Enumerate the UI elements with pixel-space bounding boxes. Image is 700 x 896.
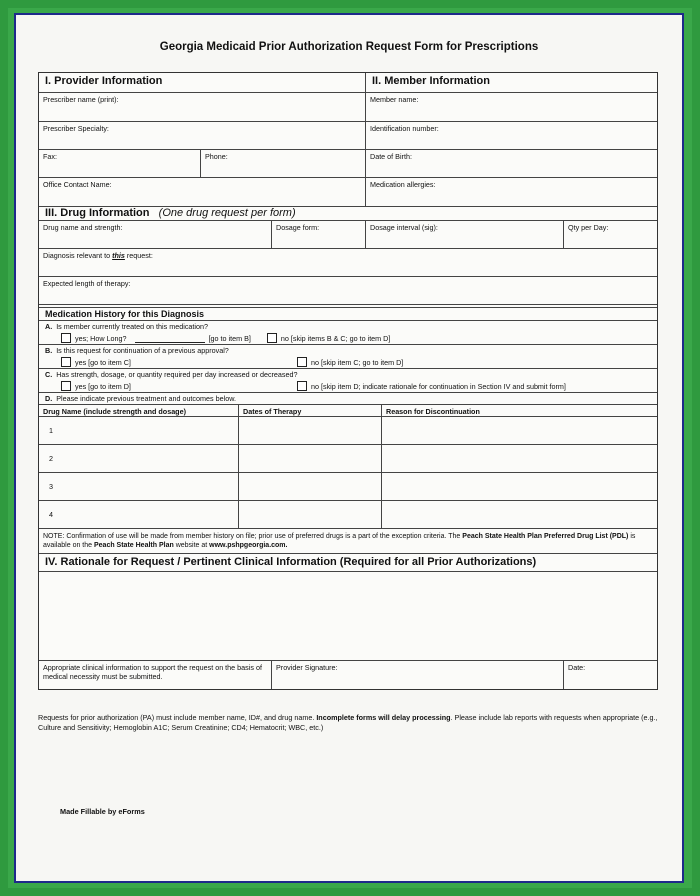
made-fillable-label: Made Fillable by eForms (60, 807, 145, 816)
question-a-label: Is member currently treated on this medication? (56, 322, 208, 331)
qa-yes-option[interactable] (61, 333, 127, 343)
provider-signature-field[interactable]: Provider Signature: (272, 661, 564, 689)
question-d-letter: D. (45, 394, 53, 403)
note-pdl: Peach State Health Plan Preferred Drug List (PDL) (462, 533, 629, 540)
qa-yes-label: yes; How Long? (75, 333, 127, 343)
table-row (39, 445, 657, 473)
reason-cell[interactable] (382, 501, 657, 528)
table-row (39, 473, 657, 501)
col-dates: Dates of Therapy (239, 405, 382, 416)
drug-info-title: III. Drug Information (45, 207, 150, 219)
question-c (39, 369, 657, 393)
length-of-therapy-field[interactable]: Expected length of therapy: (43, 279, 131, 288)
date-field[interactable]: Date: (568, 663, 586, 672)
dosage-form-field[interactable]: Dosage form: (272, 221, 366, 248)
pdl-note (39, 529, 657, 554)
form-row (39, 122, 657, 150)
footer-text-1: Requests for prior authorization (PA) must include member name, ID#, and drug name. (38, 713, 317, 722)
qa-no-label: no [skip items B & C; go to item D] (280, 333, 391, 343)
rationale-text-area[interactable] (39, 572, 657, 661)
checkbox[interactable] (267, 333, 277, 343)
prescriber-name-field[interactable]: Prescriber name (print): (39, 93, 366, 121)
drug-info-header-row (39, 207, 657, 221)
note-text-2: is available on the (43, 533, 636, 549)
table-row (39, 501, 657, 529)
question-c-text (39, 369, 657, 380)
note-website[interactable]: www.pshpgeorgia.com. (209, 542, 288, 549)
question-c-label: Has strength, dosage, or quantity required per day increased or decreased? (56, 370, 298, 379)
form-page (16, 15, 682, 881)
office-contact-field[interactable]: Office Contact Name: (39, 178, 366, 206)
history-table-header (39, 405, 657, 417)
section-header-row (39, 73, 657, 93)
question-b-text (39, 345, 657, 356)
id-number-field[interactable]: Identification number: (370, 124, 439, 133)
question-d-text (39, 393, 657, 405)
checkbox[interactable] (297, 357, 307, 367)
row-number[interactable]: 3 (39, 473, 239, 500)
form-row (39, 221, 657, 249)
question-a (39, 321, 657, 345)
qc-no-label: no [skip item D; indicate rationale for continuation in Section IV and submit form] (311, 381, 566, 391)
rationale-heading: IV. Rationale for Request / Pertinent Clinical Information (Required for all Prior Authorizations) (39, 554, 657, 572)
row-number[interactable]: 1 (39, 417, 239, 444)
row-number[interactable]: 4 (39, 501, 239, 528)
dates-cell[interactable] (239, 445, 382, 472)
drug-info-heading (39, 207, 657, 220)
question-b-options (39, 356, 657, 368)
qc-yes-option[interactable] (61, 381, 289, 391)
diagnosis-label-pre: Diagnosis relevant to (43, 251, 113, 260)
qc-no-option[interactable] (297, 381, 566, 391)
phone-field[interactable]: Phone: (201, 150, 366, 177)
how-long-input[interactable] (135, 334, 205, 343)
note-plan: Peach State Health Plan (93, 542, 174, 549)
reason-cell[interactable] (382, 417, 657, 444)
allergies-field[interactable]: Medication allergies: (370, 180, 436, 189)
form-row (39, 178, 657, 207)
table-row (39, 417, 657, 445)
question-c-letter: C. (45, 370, 53, 379)
footer-instructions (38, 713, 658, 733)
checkbox[interactable] (297, 381, 307, 391)
qa-yes-goto: [go to item B] (208, 333, 251, 343)
qa-no-option[interactable] (267, 333, 390, 343)
prescriber-specialty-field[interactable]: Prescriber Specialty: (39, 122, 366, 149)
clinical-info-note: Appropriate clinical information to support the request on the basis of medical necessity must be submitted. (39, 661, 272, 689)
diagnosis-label-emphasis: this (112, 251, 125, 260)
note-text-3: website at (173, 542, 210, 549)
question-b (39, 345, 657, 369)
qb-no-option[interactable] (297, 357, 403, 367)
question-a-letter: A. (45, 322, 53, 331)
qb-no-label: no [skip item C; go to item D] (311, 357, 404, 367)
member-name-field[interactable]: Member name: (370, 95, 419, 104)
col-reason: Reason for Discontinuation (386, 407, 480, 416)
diagnosis-label-post: request: (124, 251, 153, 260)
provider-info-heading: I. Provider Information (39, 73, 366, 92)
dates-cell[interactable] (239, 473, 382, 500)
checkbox[interactable] (61, 357, 71, 367)
reason-cell[interactable] (382, 473, 657, 500)
qb-yes-option[interactable] (61, 357, 289, 367)
footer-text-2: . Please include lab reports with requests when appropriate (e.g., Culture and Sensitivity; Hemoglobin A1C; Serum Creatinine; CD4; Hematocrit; WBC, etc.) (38, 713, 658, 732)
signature-row (39, 661, 657, 689)
qty-per-day-field[interactable]: Qty per Day: (568, 223, 609, 232)
question-b-label: Is this request for continuation of a previous approval? (56, 346, 229, 355)
drug-name-field[interactable]: Drug name and strength: (39, 221, 272, 248)
dates-cell[interactable] (239, 417, 382, 444)
footer-bold: Incomplete forms will delay processing (316, 713, 451, 722)
reason-cell[interactable] (382, 445, 657, 472)
form-title: Georgia Medicaid Prior Authorization Request Form for Prescriptions (159, 41, 539, 53)
drug-info-note: (One drug request per form) (158, 207, 296, 219)
col-drug-name: Drug Name (include strength and dosage) (39, 405, 239, 416)
checkbox[interactable] (61, 381, 71, 391)
checkbox[interactable] (61, 333, 71, 343)
dates-cell[interactable] (239, 501, 382, 528)
question-b-letter: B. (45, 346, 53, 355)
question-c-options (39, 380, 657, 392)
form-row (39, 277, 657, 305)
member-info-heading: II. Member Information (372, 75, 490, 87)
form-row (39, 93, 657, 122)
med-history-heading: Medication History for this Diagnosis (39, 308, 657, 321)
form-row (39, 150, 657, 178)
qb-yes-label: yes [go to item C] (75, 357, 131, 367)
question-a-text (39, 321, 657, 332)
pa-form (38, 72, 658, 690)
qc-yes-label: yes [go to item D] (75, 381, 131, 391)
dosage-interval-field[interactable]: Dosage interval (sig): (366, 221, 564, 248)
question-a-options (39, 332, 657, 344)
diagnosis-field[interactable] (39, 249, 657, 276)
dob-field[interactable]: Date of Birth: (370, 152, 412, 161)
fax-field[interactable]: Fax: (39, 150, 201, 177)
question-d-label: Please indicate previous treatment and outcomes below. (56, 394, 236, 403)
form-row (39, 249, 657, 277)
row-number[interactable]: 2 (39, 445, 239, 472)
note-text-1: NOTE: Confirmation of use will be made from member history on file; prior use of preferred drugs is a part of the exception criteria. The (43, 533, 463, 540)
